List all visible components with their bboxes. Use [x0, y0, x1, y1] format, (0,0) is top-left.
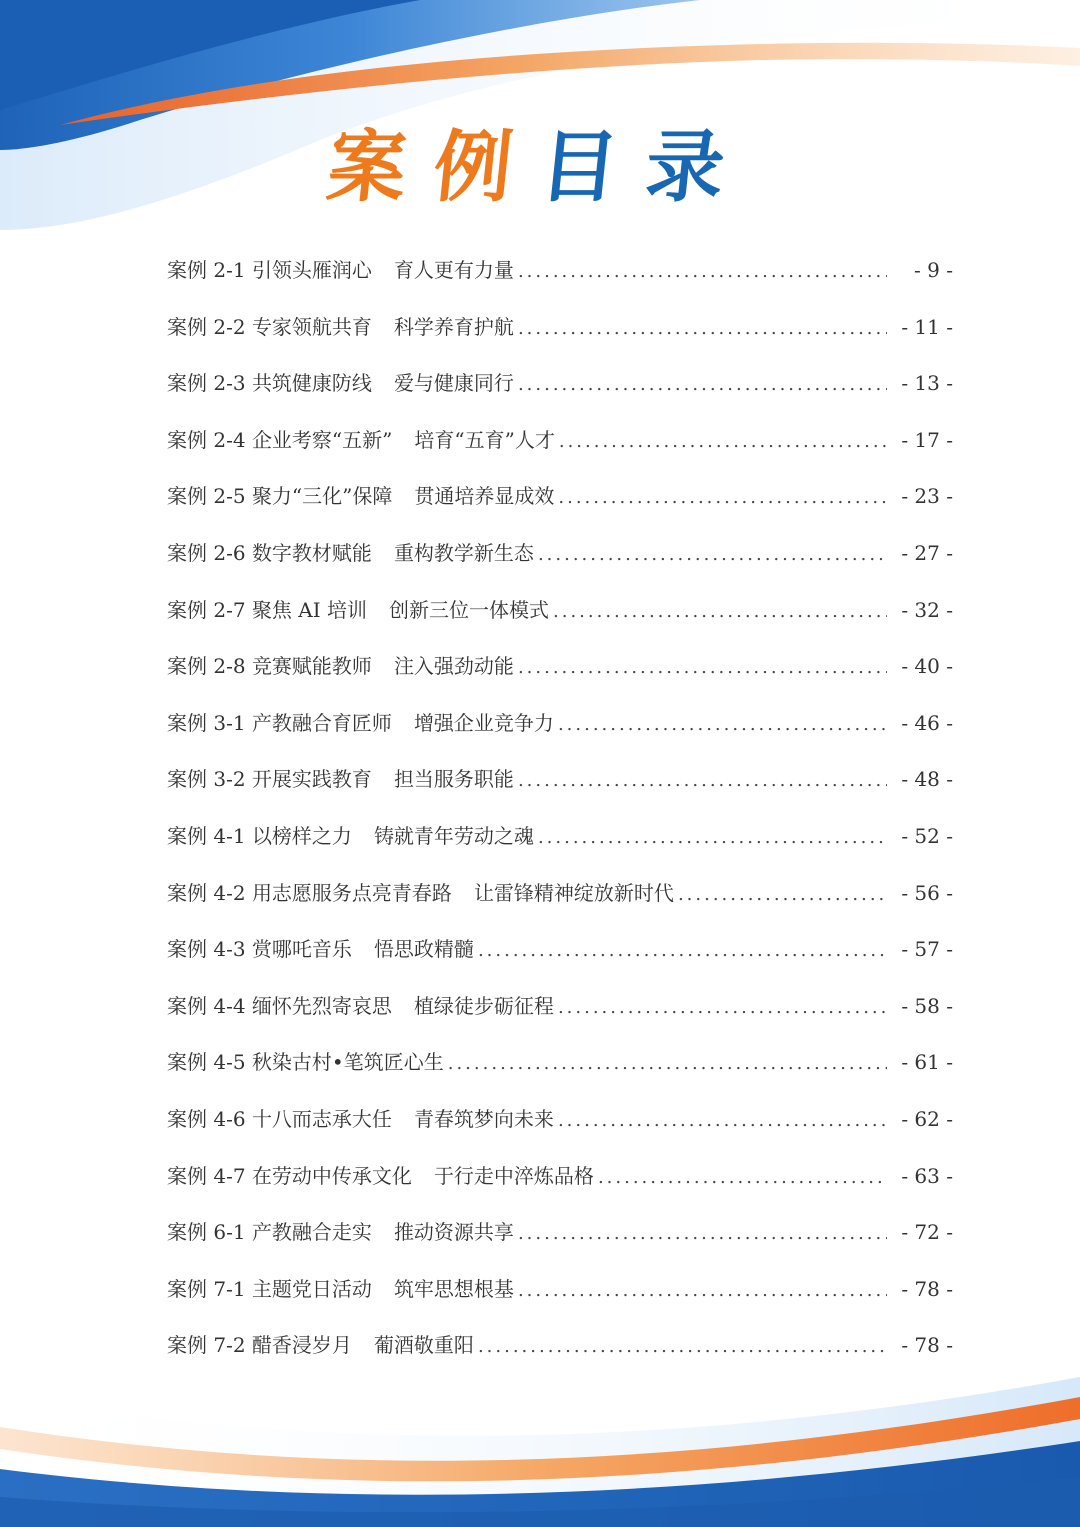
toc-case-number: 案例 4-2 [167, 880, 246, 905]
toc-page-number: - 13 - [901, 371, 953, 396]
toc-page-number: - 78 - [901, 1276, 953, 1301]
toc-title-part-1: 聚力“三化”保障 [251, 484, 393, 509]
toc-title-part-2: 爱与健康同行 [393, 371, 514, 396]
toc-entry-label [167, 299, 514, 356]
toc-entry-label [167, 582, 549, 639]
toc-case-number: 案例 2-6 [167, 540, 246, 565]
toc-case-number: 案例 4-4 [167, 993, 246, 1018]
toc-page-number: - 9 - [914, 258, 953, 282]
toc-entry-label [167, 355, 514, 412]
toc-title-part-1: 产教融合走实 [251, 1220, 372, 1245]
toc-entry-label [167, 695, 554, 752]
toc-page-number: - 40 - [901, 654, 953, 679]
toc-entry[interactable] [167, 412, 953, 469]
toc-entry[interactable] [167, 1034, 953, 1091]
toc-leader-dots [558, 697, 887, 754]
toc-entry[interactable] [167, 1261, 953, 1318]
toc-entry[interactable] [167, 582, 953, 639]
toc-title-part-1: 在劳动中传承文化 [251, 1163, 412, 1188]
toc-entry-label [167, 921, 474, 978]
toc-entry-label [167, 1148, 594, 1205]
toc-page-number: - 23 - [901, 484, 953, 509]
toc-title-part-2: 让雷锋精神绽放新时代 [473, 880, 674, 905]
toc-entry-label [167, 978, 554, 1035]
toc-case-number: 案例 7-1 [167, 1276, 246, 1301]
toc-entry-label [167, 1204, 514, 1261]
toc-leader-dots [558, 980, 887, 1037]
toc-title-part-2: 推动资源共享 [393, 1220, 514, 1245]
toc-page-number: - 78 - [901, 1333, 953, 1358]
toc-case-number: 案例 2-5 [167, 484, 246, 509]
toc-title-part-2: 培育“五育”人才 [414, 427, 555, 452]
toc-leader-dots [518, 753, 887, 810]
title-char-1: 案 [323, 123, 439, 213]
toc-entry-label [167, 242, 514, 299]
toc-leader-dots [518, 301, 887, 358]
toc-title-part-2: 铸就青年劳动之魂 [373, 823, 534, 848]
toc-leader-dots [558, 470, 887, 527]
toc-page-number: - 62 - [901, 1106, 953, 1131]
toc-title-part-2: 悟思政精髓 [373, 937, 474, 962]
toc-entry-label [167, 751, 514, 808]
toc-leader-dots [558, 1093, 887, 1150]
toc-title-part-1: 开展实践教育 [251, 767, 372, 792]
toc-page-number: - 32 - [901, 597, 953, 622]
toc-leader-dots [538, 810, 887, 867]
toc-leader-dots [518, 1263, 887, 1320]
toc-page-number: - 72 - [901, 1220, 953, 1245]
toc-entry[interactable] [167, 299, 953, 356]
toc-entry[interactable] [167, 638, 953, 695]
toc-case-number: 案例 4-5 [167, 1050, 246, 1075]
toc-title-part-2: 青春筑梦向未来 [413, 1106, 554, 1131]
toc-case-number: 案例 3-2 [167, 767, 246, 792]
toc-title-part-1: 赏哪吒音乐 [251, 937, 352, 962]
toc-entry[interactable] [167, 921, 953, 978]
toc-leader-dots [518, 244, 887, 301]
toc-page-number: - 57 - [901, 937, 953, 962]
title-char-3: 目 [535, 123, 651, 213]
bottom-decorative-swoosh [0, 1357, 1080, 1527]
toc-title-part-2: 担当服务职能 [393, 767, 514, 792]
toc-title-part-1: 企业考察“五新” [251, 427, 393, 452]
toc-entry[interactable] [167, 1148, 953, 1205]
toc-entry[interactable] [167, 808, 953, 865]
page-title [0, 118, 1080, 218]
toc-title-part-1: 秋染古村•笔筑匠心生 [251, 1050, 444, 1075]
toc-entry[interactable] [167, 468, 953, 525]
toc-leader-dots [478, 923, 887, 980]
toc-leader-dots [538, 527, 887, 584]
toc-title-part-1: 聚焦 AI 培训 [251, 597, 367, 622]
toc-title-part-2: 重构教学新生态 [393, 540, 534, 565]
toc-leader-dots [518, 357, 887, 414]
toc-leader-dots [518, 1206, 887, 1263]
toc-entry-label [167, 468, 554, 525]
toc-case-number: 案例 2-4 [167, 427, 246, 452]
toc-entry[interactable] [167, 865, 953, 922]
toc-title-part-2: 育人更有力量 [393, 258, 514, 282]
toc-entry-label [167, 1261, 514, 1318]
toc-entry-label [167, 525, 534, 582]
toc-case-number: 案例 2-8 [167, 654, 246, 679]
toc-title-part-2: 筑牢思想根基 [393, 1276, 514, 1301]
table-of-contents [167, 242, 953, 1374]
toc-title-part-2: 增强企业竞争力 [413, 710, 554, 735]
toc-entry[interactable] [167, 525, 953, 582]
toc-page-number: - 46 - [901, 710, 953, 735]
toc-title-part-1: 共筑健康防线 [251, 371, 372, 396]
toc-title-part-1: 数字教材赋能 [251, 540, 372, 565]
toc-title-part-1: 缅怀先烈寄哀思 [251, 993, 392, 1018]
toc-title-part-1: 以榜样之力 [251, 823, 352, 848]
toc-case-number: 案例 7-2 [167, 1333, 246, 1358]
toc-case-number: 案例 2-2 [167, 314, 246, 339]
toc-entry-label [167, 412, 555, 469]
toc-leader-dots [598, 1150, 887, 1207]
toc-title-part-2: 于行走中淬炼品格 [433, 1163, 594, 1188]
toc-case-number: 案例 6-1 [167, 1220, 246, 1245]
toc-title-part-1: 引领头雁润心 [251, 258, 372, 282]
toc-page-number: - 61 - [901, 1050, 953, 1075]
toc-entry-label [167, 865, 674, 922]
toc-case-number: 案例 4-1 [167, 823, 246, 848]
toc-page-number: - 48 - [901, 767, 953, 792]
toc-page-number: - 63 - [901, 1163, 953, 1188]
toc-entry[interactable] [167, 1091, 953, 1148]
toc-title-part-2: 注入强劲动能 [393, 654, 514, 679]
toc-title-part-1: 主题党日活动 [251, 1276, 372, 1301]
toc-entry-label [167, 808, 534, 865]
toc-page-number: - 56 - [901, 880, 953, 905]
toc-title-part-2: 植绿徒步砺征程 [413, 993, 554, 1018]
toc-leader-dots [553, 584, 887, 641]
toc-title-part-2: 创新三位一体模式 [389, 597, 549, 622]
toc-title-part-1: 专家领航共育 [251, 314, 372, 339]
toc-entry[interactable] [167, 978, 953, 1035]
toc-page-number: - 52 - [901, 823, 953, 848]
toc-page-number: - 27 - [901, 540, 953, 565]
toc-title-part-2: 葡酒敬重阳 [373, 1333, 474, 1358]
toc-entry[interactable] [167, 355, 953, 412]
toc-case-number: 案例 2-3 [167, 371, 246, 396]
toc-case-number: 案例 4-3 [167, 937, 246, 962]
toc-entry[interactable] [167, 1204, 953, 1261]
toc-entry[interactable] [167, 751, 953, 808]
toc-leader-dots [678, 867, 887, 924]
title-char-2: 例 [429, 123, 545, 213]
toc-leader-dots [518, 640, 887, 697]
toc-leader-dots [559, 414, 887, 471]
toc-entry-label [167, 1091, 554, 1148]
toc-case-number: 案例 4-6 [167, 1106, 246, 1131]
toc-page-number: - 11 - [901, 314, 953, 339]
toc-entry[interactable] [167, 242, 953, 299]
toc-title-part-1: 醋香浸岁月 [251, 1333, 352, 1358]
toc-entry[interactable] [167, 695, 953, 752]
toc-title-part-2: 贯通培养显成效 [414, 484, 555, 509]
toc-page-number: - 17 - [901, 427, 953, 452]
toc-title-part-1: 用志愿服务点亮青春路 [251, 880, 452, 905]
toc-case-number: 案例 2-1 [167, 258, 246, 282]
toc-entry-label [167, 1034, 444, 1091]
toc-case-number: 案例 4-7 [167, 1163, 246, 1188]
toc-leader-dots [448, 1036, 887, 1093]
title-char-4: 录 [641, 123, 757, 213]
toc-title-part-1: 竞赛赋能教师 [251, 654, 372, 679]
toc-title-part-1: 产教融合育匠师 [251, 710, 392, 735]
toc-case-number: 案例 2-7 [167, 597, 246, 622]
toc-case-number: 案例 3-1 [167, 710, 246, 735]
toc-entry-label [167, 638, 514, 695]
toc-title-part-2: 科学养育护航 [393, 314, 514, 339]
toc-title-part-1: 十八而志承大任 [251, 1106, 392, 1131]
toc-page-number: - 58 - [901, 993, 953, 1018]
